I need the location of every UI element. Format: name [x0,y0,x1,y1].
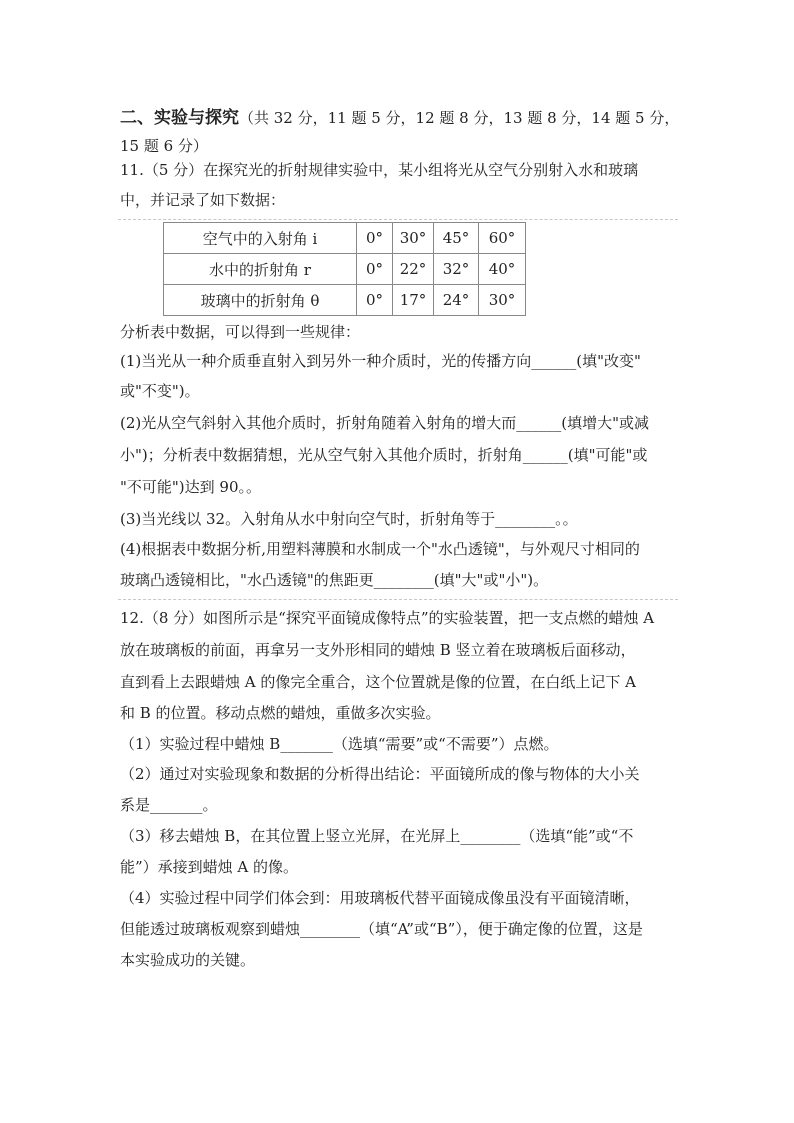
section-heading [120,108,679,128]
table-row [164,254,526,285]
table-row [164,285,526,316]
divider [118,599,678,600]
q11-part2-line1: (2)光从空气斜射入其他介质时，折射角随着入射角的增大而______(填增大"或减 [120,414,650,432]
q12-stem-line3: 直到看上去跟蜡烛 A 的像完全重合，这个位置就是像的位置，在白纸上记下 A [120,673,636,691]
q12-stem-line1: 12.（8 分）如图所示是“探究平面镜成像特点”的实验装置，把一支点燃的蜡烛 A [120,609,655,627]
q11-part4-line2: 玻璃凸透镜相比，"水凸透镜"的焦距更________(填"大"或"小")。 [120,571,549,589]
q11-stem-line2: 中，并记录了如下数据： [120,191,286,209]
table-cell: 24° [434,285,479,316]
section-scores: （共 32 分，11 题 5 分，12 题 8 分，13 题 8 分，14 题 5 分， [239,109,680,127]
refraction-data-table [163,222,526,316]
table-cell: 0° [357,223,393,254]
q12-stem-line2: 放在玻璃板的前面，再拿另一支外形相同的蜡烛 B 竖立着在玻璃板后面移动， [120,641,636,659]
row-label: 水中的折射角 r [164,254,357,285]
q11-part2-line3: "不可能")达到 90。。 [120,478,262,496]
q12-sub2-line1: （2）通过对实验现象和数据的分析得出结论：平面镜所成的像与物体的大小关 [120,765,640,783]
row-label: 空气中的入射角 i [164,223,357,254]
q12-sub1: （1）实验过程中蜡烛 B_______（选填“需要”或“不需要”）点燃。 [120,735,559,753]
q12-sub3-line2: 能”）承接到蜡烛 A 的像。 [120,858,299,876]
q11-intro: 分析表中数据，可以得到一些规律： [120,323,361,341]
q11-part4-line1: (4)根据表中数据分析,用塑料薄膜和水制成一个"水凸透镜"，与外观尺寸相同的 [120,540,640,558]
table-cell: 22° [393,254,434,285]
table-cell: 30° [479,285,526,316]
q12-sub4-line3: 本实验成功的关键。 [120,951,256,969]
table-row [164,223,526,254]
table-cell: 0° [357,285,393,316]
q12-sub2-line2: 系是_______。 [120,796,218,814]
divider [118,219,678,220]
section-scores-cont: 15 题 6 分） [120,137,208,155]
table-cell: 17° [393,285,434,316]
q11-part3: (3)当光线以 32。入射角从水中射向空气时，折射角等于________。。 [120,510,578,528]
q11-stem-line1: 11.（5 分）在探究光的折射规律实验中，某小组将光从空气分别射入水和玻璃 [120,161,639,179]
q12-sub3-line1: （3）移去蜡烛 B，在其位置上竖立光屏，在光屏上________（选填“能”或“不 [120,827,634,845]
table-cell: 60° [479,223,526,254]
section-title: 二、实验与探究 [120,108,239,128]
q12-stem-line4: 和 B 的位置。移动点燃的蜡烛，重做多次实验。 [120,704,441,722]
q12-sub4-line2: 但能透过玻璃板观察到蜡烛________（填“A”或“B”），便于确定像的位置，这是 [120,920,643,938]
table-cell: 0° [357,254,393,285]
row-label: 玻璃中的折射角 θ [164,285,357,316]
table-cell: 45° [434,223,479,254]
q11-part2-line2: 小")；分析表中数据猜想，光从空气射入其他介质时，折射角______(填"可能"或 [120,446,648,464]
table-cell: 40° [479,254,526,285]
q11-part1-line2: 或"不变")。 [120,382,200,400]
table-cell: 30° [393,223,434,254]
table-cell: 32° [434,254,479,285]
q11-part1-line1: (1)当光从一种介质垂直射入到另外一种介质时，光的传播方向______(填"改变" [120,352,641,370]
q12-sub4-line1: （4）实验过程中同学们体会到：用玻璃板代替平面镜成像虽没有平面镜清晰， [120,889,640,907]
